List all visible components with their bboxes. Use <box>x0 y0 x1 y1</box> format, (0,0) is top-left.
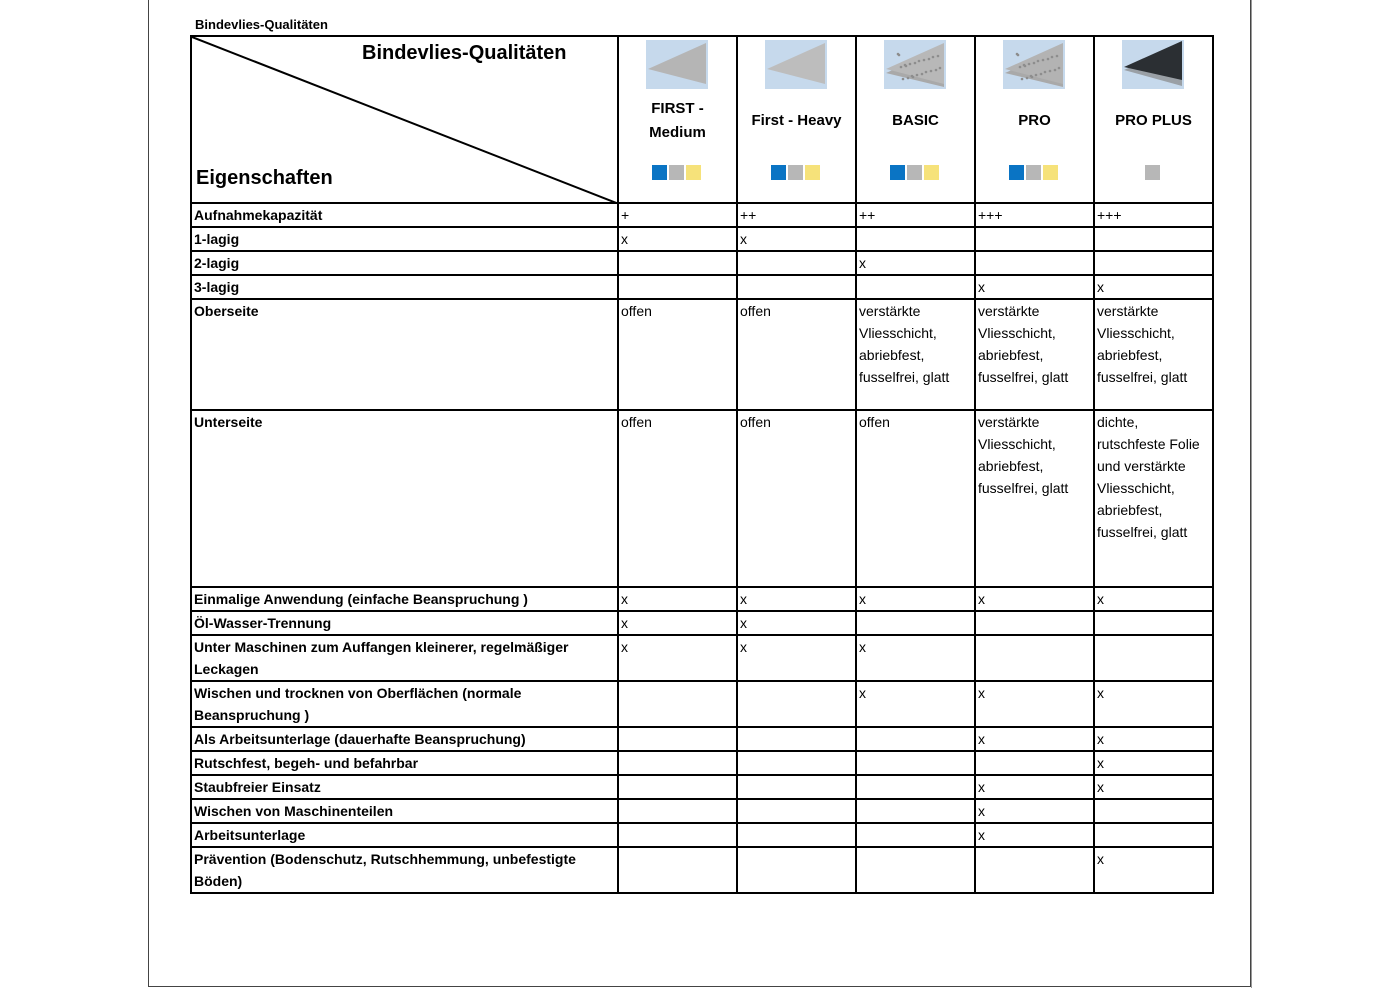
property-value-cell <box>618 251 737 275</box>
property-value-cell <box>856 611 975 635</box>
product-name: Medium <box>649 124 706 141</box>
property-value-cell <box>737 681 856 727</box>
property-label: Öl-Wasser-Trennung <box>191 611 618 635</box>
color-swatches <box>1009 165 1060 180</box>
property-value-cell <box>1094 823 1213 847</box>
product-name: PRO PLUS <box>1115 112 1192 129</box>
property-value-cell <box>975 251 1094 275</box>
property-value-cell: verstärkte Vliesschicht, abriebfest, fusselfrei, glatt <box>1094 299 1213 410</box>
property-value-cell <box>975 847 1094 893</box>
property-value-cell <box>737 775 856 799</box>
product-thumbnail <box>646 40 708 89</box>
property-value-cell <box>1094 799 1213 823</box>
property-row <box>191 727 1213 751</box>
product-thumbnail <box>1122 40 1184 89</box>
property-value-cell <box>856 775 975 799</box>
property-value-cell <box>856 847 975 893</box>
product-name: First - Heavy <box>751 112 842 129</box>
property-label: Aufnahmekapazität <box>191 203 618 227</box>
property-label: Wischen von Maschinenteilen <box>191 799 618 823</box>
property-value-cell: x <box>737 611 856 635</box>
property-value-cell: offen <box>618 410 737 587</box>
property-label: Als Arbeitsunterlage (dauerhafte Beanspruchung) <box>191 727 618 751</box>
color-swatch <box>805 165 820 180</box>
property-value-cell: x <box>1094 847 1213 893</box>
property-label: Arbeitsunterlage <box>191 823 618 847</box>
property-label: Einmalige Anwendung (einfache Beanspruchung ) <box>191 587 618 611</box>
header-row <box>191 36 1213 203</box>
property-value-cell: offen <box>737 410 856 587</box>
color-swatch <box>907 165 922 180</box>
property-value-cell: x <box>737 635 856 681</box>
property-label: Unter Maschinen zum Auffangen kleinerer, regelmäßiger Leckagen <box>191 635 618 681</box>
property-row <box>191 410 1213 587</box>
property-value-cell: x <box>618 587 737 611</box>
property-row <box>191 611 1213 635</box>
property-value-cell <box>737 727 856 751</box>
property-value-cell <box>856 751 975 775</box>
color-swatch <box>1009 165 1024 180</box>
color-swatch <box>652 165 667 180</box>
product-header-cell <box>737 36 856 203</box>
color-swatches <box>652 165 703 180</box>
property-row <box>191 275 1213 299</box>
property-label: Unterseite <box>191 410 618 587</box>
property-value-cell <box>1094 611 1213 635</box>
property-value-cell: x <box>737 227 856 251</box>
product-thumbnail <box>884 40 946 89</box>
property-value-cell: offen <box>618 299 737 410</box>
property-row <box>191 847 1213 893</box>
property-value-cell: +++ <box>975 203 1094 227</box>
property-value-cell <box>737 823 856 847</box>
property-value-cell: x <box>618 611 737 635</box>
product-header-cell <box>856 36 975 203</box>
property-row <box>191 227 1213 251</box>
color-swatch <box>771 165 786 180</box>
property-value-cell <box>618 727 737 751</box>
property-value-cell: x <box>975 275 1094 299</box>
property-value-cell <box>975 611 1094 635</box>
product-header-cell <box>975 36 1094 203</box>
property-value-cell <box>975 227 1094 251</box>
color-swatch <box>1043 165 1058 180</box>
property-value-cell <box>618 751 737 775</box>
property-value-cell <box>618 681 737 727</box>
property-label: Staubfreier Einsatz <box>191 775 618 799</box>
property-value-cell <box>856 275 975 299</box>
property-value-cell: x <box>856 587 975 611</box>
property-value-cell: offen <box>856 410 975 587</box>
properties-table <box>190 35 1214 894</box>
color-swatch <box>669 165 684 180</box>
property-value-cell <box>618 847 737 893</box>
product-thumbnail <box>765 40 827 89</box>
property-value-cell <box>737 275 856 299</box>
property-value-cell <box>1094 635 1213 681</box>
property-value-cell: x <box>1094 727 1213 751</box>
property-value-cell: dichte, rutschfeste Folie und verstärkte Vliesschicht, abriebfest, fusselfrei, glatt <box>1094 410 1213 587</box>
property-value-cell <box>856 227 975 251</box>
property-row <box>191 635 1213 681</box>
property-row <box>191 775 1213 799</box>
property-value-cell: offen <box>737 299 856 410</box>
page-edge <box>1251 0 1252 988</box>
color-swatch <box>788 165 803 180</box>
property-label: Rutschfest, begeh- und befahrbar <box>191 751 618 775</box>
property-label: Prävention (Bodenschutz, Rutschhemmung, unbefestigte Böden) <box>191 847 618 893</box>
property-value-cell: x <box>856 251 975 275</box>
product-header-cell <box>618 36 737 203</box>
property-value-cell: x <box>975 587 1094 611</box>
property-value-cell: + <box>618 203 737 227</box>
product-name: PRO <box>1018 112 1051 129</box>
document-title: Bindevlies-Qualitäten <box>195 17 328 32</box>
property-value-cell <box>618 823 737 847</box>
property-value-cell: x <box>1094 587 1213 611</box>
property-value-cell <box>1094 227 1213 251</box>
property-value-cell: x <box>1094 775 1213 799</box>
property-label: Wischen und trocknen von Oberflächen (normale Beanspruchung ) <box>191 681 618 727</box>
corner-header-cell <box>191 36 618 203</box>
product-name: BASIC <box>892 112 939 129</box>
product-name: FIRST - <box>651 100 704 117</box>
property-value-cell: x <box>975 775 1094 799</box>
property-row <box>191 299 1213 410</box>
property-value-cell <box>856 799 975 823</box>
property-value-cell <box>737 751 856 775</box>
property-value-cell <box>856 727 975 751</box>
property-value-cell: x <box>856 681 975 727</box>
property-value-cell <box>618 275 737 299</box>
property-value-cell: x <box>1094 681 1213 727</box>
property-row <box>191 681 1213 727</box>
property-label: Oberseite <box>191 299 618 410</box>
property-value-cell: verstärkte Vliesschicht, abriebfest, fusselfrei, glatt <box>856 299 975 410</box>
property-row <box>191 823 1213 847</box>
property-value-cell: x <box>975 799 1094 823</box>
property-value-cell <box>618 799 737 823</box>
property-value-cell <box>975 751 1094 775</box>
property-value-cell: verstärkte Vliesschicht, abriebfest, fusselfrei, glatt <box>975 299 1094 410</box>
color-swatches <box>890 165 941 180</box>
property-value-cell: x <box>1094 751 1213 775</box>
property-row <box>191 587 1213 611</box>
property-value-cell: x <box>618 635 737 681</box>
property-value-cell: +++ <box>1094 203 1213 227</box>
corner-title-qualities: Bindevlies-Qualitäten <box>362 42 567 64</box>
property-value-cell: x <box>975 681 1094 727</box>
property-label: 3-lagig <box>191 275 618 299</box>
color-swatches <box>771 165 822 180</box>
property-label: 1-lagig <box>191 227 618 251</box>
property-row <box>191 251 1213 275</box>
corner-title-properties: Eigenschaften <box>196 167 333 189</box>
property-value-cell <box>856 823 975 847</box>
property-label: 2-lagig <box>191 251 618 275</box>
property-value-cell: ++ <box>737 203 856 227</box>
property-value-cell: x <box>975 823 1094 847</box>
property-row <box>191 203 1213 227</box>
property-value-cell <box>737 251 856 275</box>
color-swatches <box>1145 165 1162 180</box>
product-header-cell <box>1094 36 1213 203</box>
property-value-cell: verstärkte Vliesschicht, abriebfest, fusselfrei, glatt <box>975 410 1094 587</box>
property-value-cell <box>1094 251 1213 275</box>
property-value-cell: x <box>618 227 737 251</box>
property-row <box>191 799 1213 823</box>
color-swatch <box>924 165 939 180</box>
color-swatch <box>1145 165 1160 180</box>
property-value-cell: x <box>737 587 856 611</box>
color-swatch <box>1026 165 1041 180</box>
property-value-cell: x <box>1094 275 1213 299</box>
property-value-cell: x <box>856 635 975 681</box>
property-value-cell: ++ <box>856 203 975 227</box>
property-value-cell: x <box>975 727 1094 751</box>
property-value-cell <box>737 799 856 823</box>
property-value-cell <box>737 847 856 893</box>
product-thumbnail <box>1003 40 1065 89</box>
property-row <box>191 751 1213 775</box>
color-swatch <box>686 165 701 180</box>
property-value-cell <box>975 635 1094 681</box>
property-value-cell <box>618 775 737 799</box>
color-swatch <box>890 165 905 180</box>
